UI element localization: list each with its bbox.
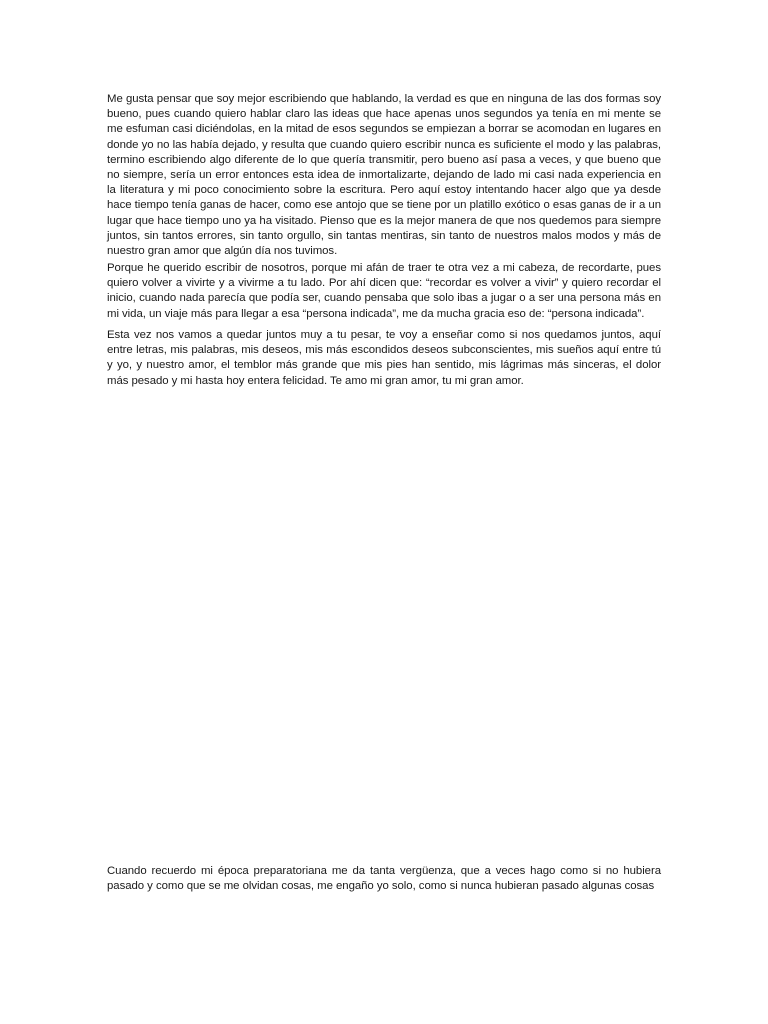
paragraph-text: Porque he querido escribir de nosotros, porque mi afán de traer te otra vez a mi cabeza, de recordarte, pues quiero volver a vivirte y a vivirme a tu lado. Por ahí dicen que: “recordar es volver a vivir” y quiero recordar el inicio, cuando nada parecía que podía ser, cuando pensaba que solo ibas a jugar o a ser una persona más en mi vida, un viaje más para llegar a esa “persona indicada”, me da mucha gracia eso de: “persona indicada”. bbox=[107, 262, 661, 320]
paragraph-3 bbox=[107, 328, 661, 389]
paragraph-text: Cuando recuerdo mi época preparatoriana me da tanta vergüenza, que a veces hago como si no hubiera pasado y como que se me olvidan cosas, me engaño yo solo, como si nunca hubieran pasado algunas cosas bbox=[107, 865, 661, 893]
paragraph-1 bbox=[107, 92, 661, 259]
paragraph-4 bbox=[107, 864, 661, 894]
paragraph-text: Me gusta pensar que soy mejor escribiendo que hablando, la verdad es que en ninguna de las dos formas soy bueno, pues cuando quiero hablar claro las ideas que hace apenas unos segundos ya tenía en mi mente se me esfuman casi diciéndolas, en la mitad de esos segundos se empiezan a borrar se acomodan en lugares en donde yo no las había dejado, y resulta que cuando quiero escribir nunca es suficiente el modo y las palabras, termino escribiendo algo diferente de lo que quería transmitir, pero bueno así pasa a veces, y que bueno que no siempre, sería un error entonces esta idea de inmortalizarte, dejando de lado mi casi nada experiencia en la literatura y mi poco conocimiento sobre la escritura. Pero aquí estoy intentando hacer algo que ya desde hace tiempo tenía ganas de hacer, como ese antojo que se tiene por un platillo exótico o esas ganas de ir a un lugar que hace tiempo uno ya ha visitado. Pienso que es la mejor manera de que nos quedemos para siempre juntos, sin tantos errores, sin tanto orgullo, sin tantas mentiras, sin tanto de nuestros malos modos y más de nuestro gran amor que algún día nos tuvimos. bbox=[107, 93, 661, 258]
paragraph-text: Esta vez nos vamos a quedar juntos muy a tu pesar, te voy a enseñar como si nos quedamos juntos, aquí entre letras, mis palabras, mis deseos, mis más escondidos deseos subconscientes, mis sueños aquí entre tú y yo, y nuestro amor, el temblor más grande que mis pies han sentido, mis lágrimas más sinceras, el dolor más pesado y mi hasta hoy entera felicidad. Te amo mi gran amor, tu mi gran amor. bbox=[107, 329, 661, 387]
paragraph-2 bbox=[107, 261, 661, 322]
